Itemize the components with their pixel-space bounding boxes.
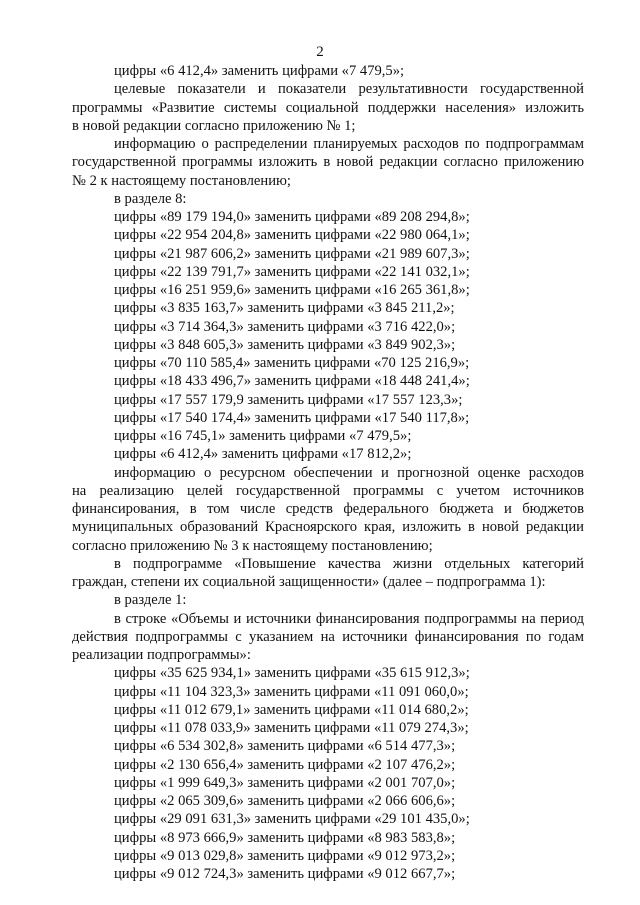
text-line: № 2 к настоящему постановлению; <box>72 172 291 189</box>
text-line: в подпрограмме «Повышение качества жизни отдельных категорий <box>114 555 584 572</box>
text-line: цифры «3 714 364,3» заменить цифрами «3 716 422,0»; <box>114 318 456 335</box>
text-line: цифры «22 139 791,7» заменить цифрами «22 141 032,1»; <box>114 263 470 280</box>
text-line: согласно приложению № 3 к настоящему постановлению; <box>72 537 433 554</box>
text-line: в разделе 1: <box>114 592 187 609</box>
text-line: реализации подпрограммы»: <box>72 647 251 663</box>
document-body <box>72 62 584 883</box>
text-line: в строке «Объемы и источники финансирования подпрограммы на период <box>114 610 584 627</box>
text-line: цифры «9 013 029,8» заменить цифрами «9 012 973,2»; <box>114 847 456 864</box>
text-line: цифры «18 433 496,7» заменить цифрами «18 448 241,4»; <box>114 373 470 390</box>
text-line: в разделе 8: <box>114 190 187 207</box>
text-line: на реализацию целей государственной программы с учетом источников <box>72 482 584 499</box>
text-line: целевые показатели и показатели результативности государственной <box>114 81 584 98</box>
text-line: граждан, степени их социальной защищенности» (далее – подпрограмма 1): <box>72 574 546 590</box>
text-line: цифры «3 835 163,7» заменить цифрами «3 845 211,2»; <box>114 300 455 317</box>
text-line: цифры «9 012 724,3» заменить цифрами «9 012 667,7»; <box>114 866 456 882</box>
text-line: цифры «17 540 174,4» заменить цифрами «17 540 117,8»; <box>114 409 470 426</box>
text-line: цифры «2 065 309,6» заменить цифрами «2 066 606,6»; <box>114 793 456 809</box>
text-line: государственной программы изложить в новой редакции согласно приложению <box>72 154 584 171</box>
text-line: цифры «3 848 605,3» заменить цифрами «3 849 902,3»; <box>114 336 456 353</box>
text-line: цифры «21 987 606,2» заменить цифрами «21 989 607,3»; <box>114 245 470 262</box>
text-line: финансирования, в том числе средств федерального бюджета и бюджетов <box>72 501 584 517</box>
text-line: цифры «16 251 959,6» заменить цифрами «16 265 361,8»; <box>114 282 470 298</box>
text-line: цифры «11 012 679,1» заменить цифрами «11 014 680,2»; <box>114 701 469 718</box>
text-line: цифры «6 534 302,8» заменить цифрами «6 514 477,3»; <box>114 738 456 755</box>
text-line: муниципальных образований Красноярского края, изложить в новой редакции <box>72 519 584 536</box>
text-line: цифры «11 078 033,9» заменить цифрами «11 079 274,3»; <box>114 720 469 736</box>
text-line: цифры «2 130 656,4» заменить цифрами «2 107 476,2»; <box>114 756 456 773</box>
text-line: действия подпрограммы с указанием на источники финансирования по годам <box>72 628 584 645</box>
text-line: цифры «11 104 323,3» заменить цифрами «11 091 060,0»; <box>114 683 469 700</box>
text-line: цифры «35 625 934,1» заменить цифрами «35 615 912,3»; <box>114 665 470 682</box>
text-line: цифры «6 412,4» заменить цифрами «17 812,2»; <box>114 446 412 463</box>
text-line: цифры «70 110 585,4» заменить цифрами «70 125 216,9»; <box>114 355 470 371</box>
text-line: цифры «29 091 631,3» заменить цифрами «29 101 435,0»; <box>114 811 470 828</box>
text-line: цифры «8 973 666,9» заменить цифрами «8 983 583,8»; <box>114 829 456 846</box>
text-line: в новой редакции согласно приложению № 1; <box>72 117 356 134</box>
text-line: цифры «1 999 649,3» заменить цифрами «2 001 707,0»; <box>114 774 456 791</box>
text-line: информацию о ресурсном обеспечении и прогнозной оценке расходов <box>114 464 584 481</box>
text-line: цифры «6 412,4» заменить цифрами «7 479,5»; <box>114 63 405 79</box>
text-line: цифры «22 954 204,8» заменить цифрами «22 980 064,1»; <box>114 227 470 244</box>
page-number: 2 <box>316 44 324 60</box>
text-line: цифры «89 179 194,0» заменить цифрами «89 208 294,8»; <box>114 209 470 225</box>
text-line: информацию о распределении планируемых расходов по подпрограммам <box>114 136 584 152</box>
text-line: цифры «16 745,1» заменить цифрами «7 479,5»; <box>114 428 412 444</box>
text-line: программы «Развитие системы социальной поддержки населения» изложить <box>72 99 584 116</box>
text-line: цифры «17 557 179,9 заменить цифрами «17 557 123,3»; <box>114 391 463 408</box>
